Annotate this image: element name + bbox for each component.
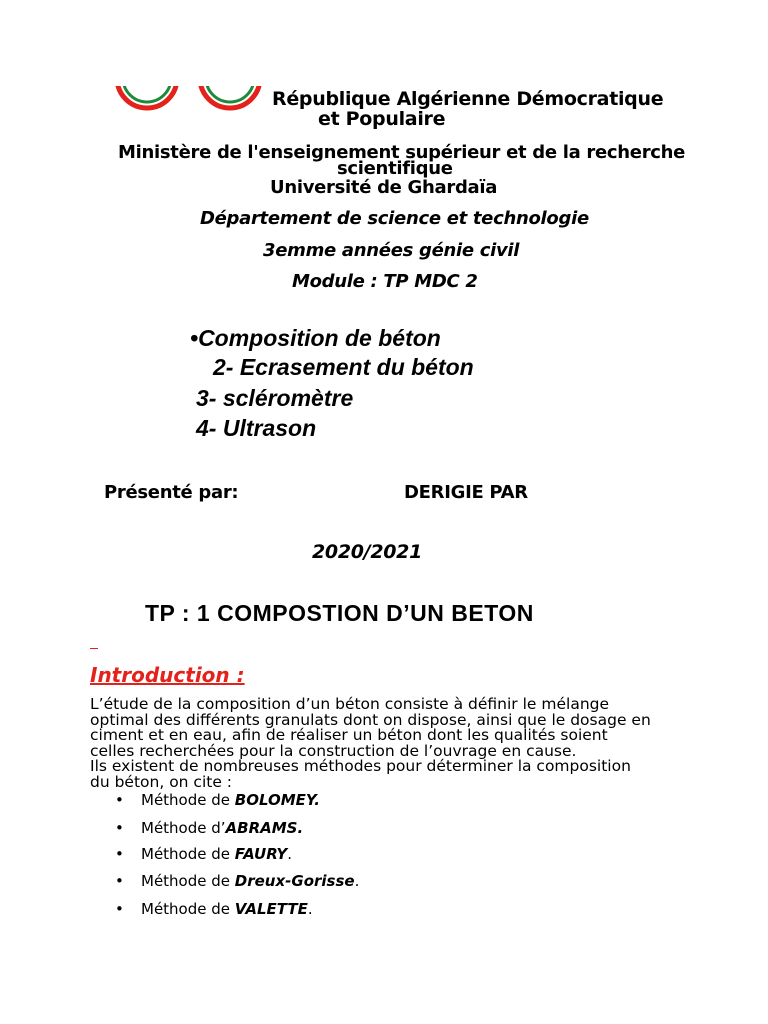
bullet-icon: • (115, 791, 124, 809)
method-prefix: Méthode de (141, 791, 235, 809)
red-divider-mark (90, 648, 98, 649)
intro-line: ciment et en eau, afin de réaliser un béton dont les qualités soient (90, 726, 608, 744)
method-suffix: . (354, 872, 360, 890)
method-name: FAURY (234, 845, 288, 863)
bullet-icon: • (115, 900, 124, 918)
republic-line-1: République Algérienne Démocratique (272, 88, 664, 110)
bullet-icon: • (190, 325, 199, 351)
academic-year: 2020/2021 (312, 541, 423, 563)
method-suffix: . (287, 845, 293, 863)
tp-title: TP : 1 COMPOSTION D’UN BETON (145, 600, 534, 626)
topic-item-3: 3- scléromètre (196, 385, 354, 411)
university-seal-right (195, 86, 265, 112)
method-prefix: Méthode de (141, 900, 235, 918)
topic-item-2: 2- Ecrasement du béton (213, 354, 474, 380)
bullet-icon: • (115, 819, 124, 837)
university-name: Université de Ghardaïa (270, 177, 498, 198)
intro-line: L’étude de la composition d’un béton consiste à définir le mélange (90, 695, 610, 713)
method-prefix: Méthode de (141, 872, 235, 890)
directed-by-label: DERIGIE PAR (404, 482, 528, 503)
ministry-line-2: scientifique (337, 158, 453, 179)
bullet-icon: • (115, 845, 124, 863)
ministry-seal-left (112, 86, 182, 112)
method-prefix: Méthode de (141, 845, 235, 863)
topic-item-4: 4- Ultrason (196, 415, 317, 441)
method-name: VALETTE (234, 900, 308, 918)
republic-line-2: et Populaire (318, 108, 446, 130)
introduction-heading: Introduction : (90, 663, 245, 687)
method-list-item (115, 819, 303, 837)
method-name: ABRAMS. (225, 819, 304, 837)
department-name: Département de science et technologie (200, 208, 589, 229)
method-suffix: . (307, 900, 313, 918)
method-name: BOLOMEY. (234, 791, 320, 809)
module-name: Module : TP MDC 2 (292, 271, 478, 292)
method-list-item (115, 872, 359, 890)
ministry-line-1: Ministère de l'enseignement supérieur et de la recherche (118, 142, 686, 163)
topic-item-1 (190, 325, 441, 352)
method-list-item (115, 791, 320, 809)
intro-line: optimal des différents granulats dont on dispose, ainsi que le dosage en (90, 710, 651, 729)
intro-line: du béton, on cite : (90, 772, 233, 791)
presented-by-label: Présenté par: (104, 482, 239, 503)
method-list-item (115, 900, 313, 918)
method-list-item (115, 845, 292, 863)
intro-line: Ils existent de nombreuses méthodes pour déterminer la composition (90, 757, 631, 775)
method-name: Dreux-Gorisse (234, 872, 355, 890)
year-level: 3emme années génie civil (263, 240, 520, 261)
bullet-icon: • (115, 872, 124, 890)
intro-paragraph (90, 697, 651, 790)
intro-line: celles recherchées pour la construction de l’ouvrage en cause. (90, 741, 577, 760)
method-prefix: Méthode d’ (141, 819, 226, 837)
topic-item-1-label: Composition de béton (198, 325, 441, 351)
